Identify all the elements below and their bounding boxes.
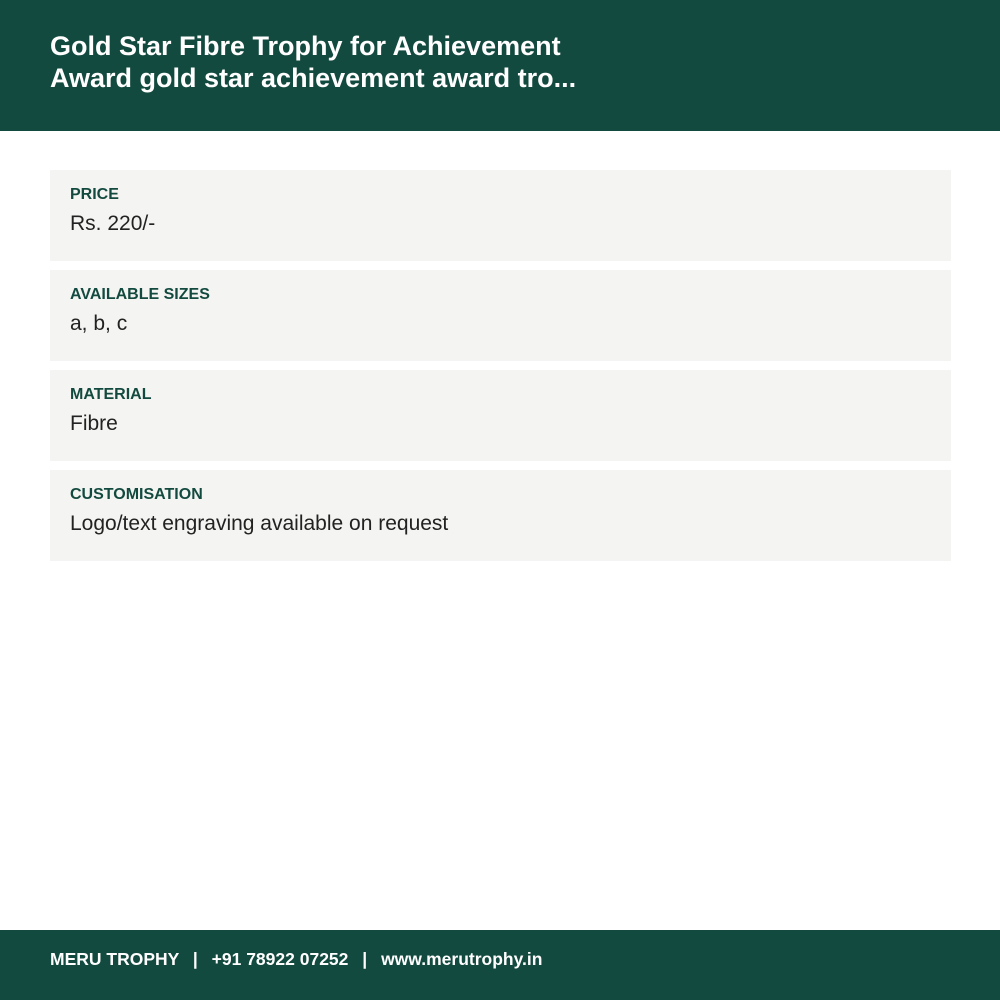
available-sizes-card <box>50 270 951 361</box>
footer-separator-1: | <box>192 949 198 969</box>
material-label: MATERIAL <box>70 386 152 403</box>
brand-name: MERU TROPHY <box>50 949 179 969</box>
material-card <box>50 370 951 461</box>
product-title-line-2: Award gold star achievement award tro... <box>50 63 577 93</box>
product-details <box>50 170 951 570</box>
available-sizes-value: a, b, c <box>70 312 128 335</box>
price-value: Rs. 220/- <box>70 212 156 235</box>
customisation-value: Logo/text engraving available on request <box>70 512 449 535</box>
available-sizes-label: AVAILABLE SIZES <box>70 286 210 303</box>
product-title <box>50 30 950 94</box>
website-url: www.merutrophy.in <box>381 949 543 969</box>
price-label: PRICE <box>70 186 119 203</box>
material-value: Fibre <box>70 412 118 435</box>
customisation-card <box>50 470 951 561</box>
price-card <box>50 170 951 261</box>
page-footer <box>0 930 1000 1000</box>
product-title-line-1: Gold Star Fibre Trophy for Achievement <box>50 31 561 61</box>
contact-line <box>50 948 542 970</box>
phone-number: +91 78922 07252 <box>211 949 349 969</box>
footer-separator-2: | <box>362 949 368 969</box>
customisation-label: CUSTOMISATION <box>70 486 203 503</box>
page-header <box>0 0 1000 131</box>
